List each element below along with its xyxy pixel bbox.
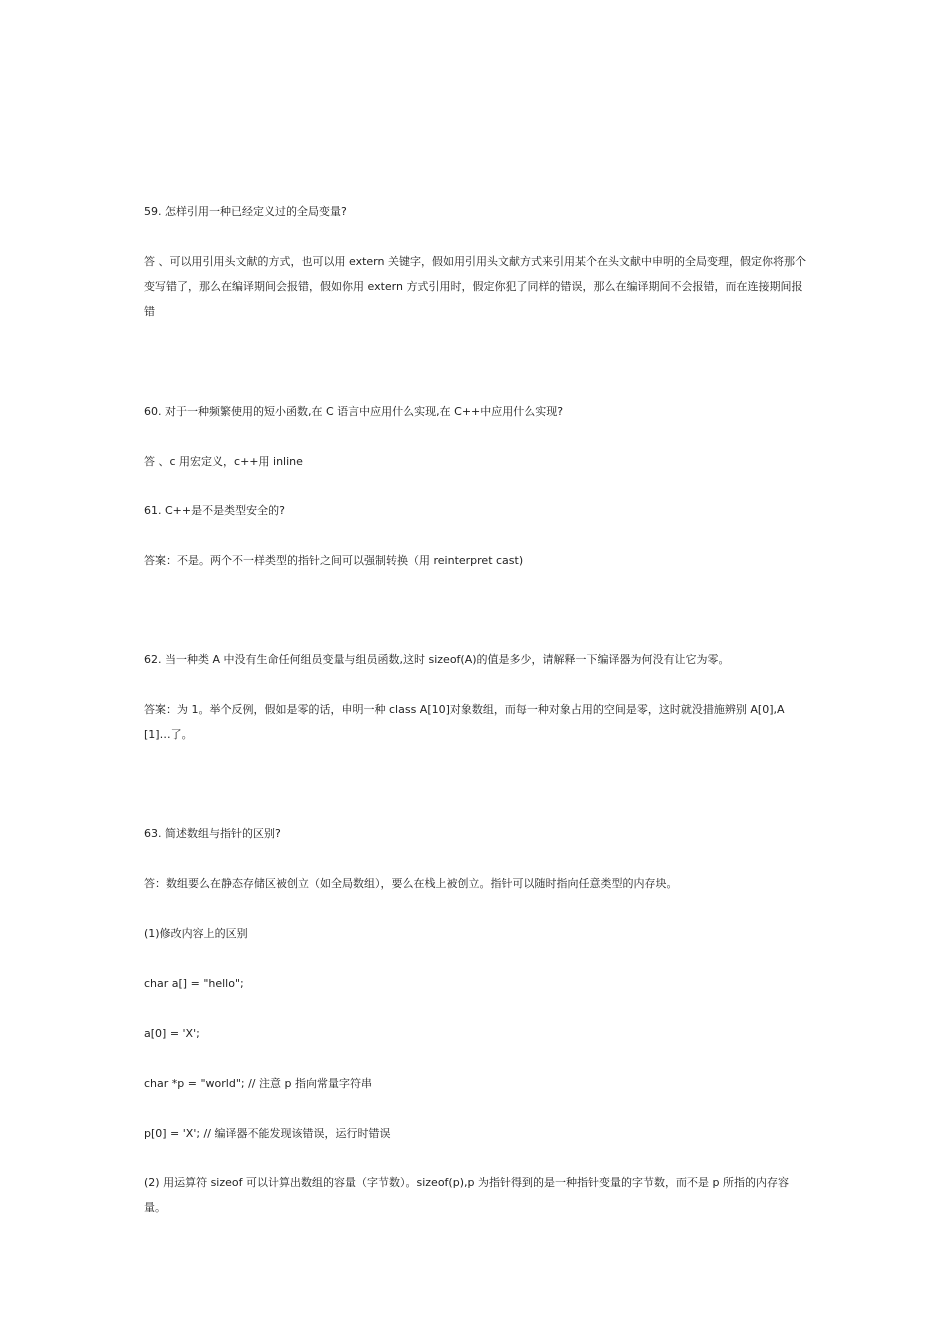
answer-63-section-2: (2) 用运算符 sizeof 可以计算出数组的容量（字节数）。sizeof(p),p 为指针得到的是一种指针变量的字节数，而不是 p 所指的内存容量。 (144, 1176, 789, 1214)
answer-62: 答案：为 1。举个反例，假如是零的话，申明一种 class A[10]对象数组，而每一种对象占用的空间是零，这时就没措施辨别 A[0],A[1]…了。 (144, 703, 785, 741)
answer-60: 答 、c 用宏定义，c++用 inline (144, 455, 303, 468)
code-line: char a[] = "hello"; (144, 977, 244, 990)
code-line: char *p = "world"; // 注意 p 指向常量字符串 (144, 1077, 372, 1090)
answer-59: 答 、可以用引用头文献的方式，也可以用 extern 关键字，假如用引用头文献方式来引用某个在头文献中申明的全局变理，假定你将那个变写错了，那么在编译期间会报错，假如你用 extern 方式引用时，假定你犯了同样的错误，那么在编译期间不会报错，而在连接期间报错 (144, 255, 806, 318)
question-60: 60. 对于一种频繁使用的短小函数,在 C 语言中应用什么实现,在 C++中应用什么实现? (144, 405, 564, 418)
code-line: a[0] = 'X'; (144, 1027, 200, 1040)
question-63: 63. 简述数组与指针的区别? (144, 827, 281, 840)
code-line: p[0] = 'X'; // 编译器不能发现该错误，运行时错误 (144, 1127, 391, 1140)
answer-61: 答案：不是。两个不一样类型的指针之间可以强制转换（用 reinterpret cast) (144, 554, 524, 567)
question-61: 61. C++是不是类型安全的? (144, 504, 285, 517)
answer-63-section-1: (1)修改内容上的区别 (144, 927, 248, 940)
question-62: 62. 当一种类 A 中没有生命任何组员变量与组员函数,这时 sizeof(A)的值是多少，请解释一下编译器为何没有让它为零。 (144, 653, 730, 666)
answer-63: 答：数组要么在静态存储区被创立（如全局数组），要么在栈上被创立。指针可以随时指向任意类型的内存块。 (144, 877, 678, 890)
question-59: 59. 怎样引用一种已经定义过的全局变量? (144, 205, 347, 218)
